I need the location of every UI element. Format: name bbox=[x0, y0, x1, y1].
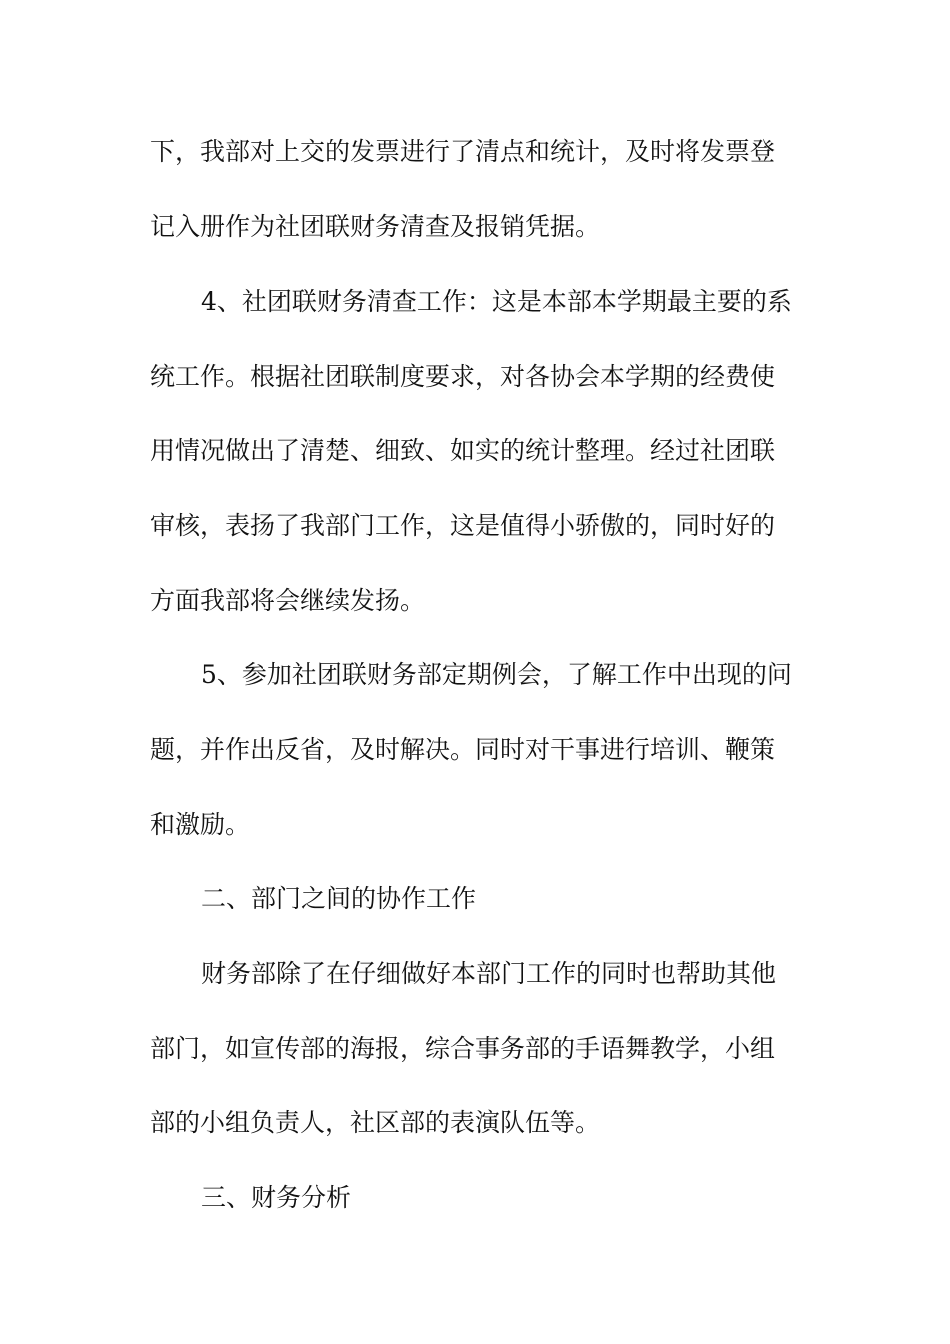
section-heading: 三、财务分析 bbox=[201, 1183, 352, 1212]
paragraph-line: 下，我部对上交的发票进行了清点和统计，及时将发票登 bbox=[150, 137, 776, 166]
paragraph-line: 财务部除了在仔细做好本部门工作的同时也帮助其他 bbox=[201, 959, 777, 988]
section-heading: 二、部门之间的协作工作 bbox=[201, 884, 477, 913]
paragraph-line: 审核，表扬了我部门工作，这是值得小骄傲的，同时好的 bbox=[150, 511, 776, 540]
paragraph-line: 部的小组负责人，社区部的表演队伍等。 bbox=[150, 1108, 601, 1137]
paragraph-line: 4、社团联财务清查工作：这是本部本学期最主要的系 bbox=[201, 287, 792, 316]
paragraph-line: 题，并作出反省，及时解决。同时对干事进行培训、鞭策 bbox=[150, 735, 776, 764]
paragraph-line: 统工作。根据社团联制度要求，对各协会本学期的经费使 bbox=[150, 362, 776, 391]
paragraph-line: 记入册作为社团联财务清查及报销凭据。 bbox=[150, 212, 601, 241]
paragraph-line: 部门，如宣传部的海报，综合事务部的手语舞教学，小组 bbox=[150, 1034, 776, 1063]
paragraph-line: 方面我部将会继续发扬。 bbox=[150, 586, 426, 615]
paragraph-line: 用情况做出了清楚、细致、如实的统计整理。经过社团联 bbox=[150, 436, 776, 465]
paragraph-line: 5、参加社团联财务部定期例会，了解工作中出现的问 bbox=[201, 660, 792, 689]
paragraph-line: 和激励。 bbox=[150, 810, 251, 839]
